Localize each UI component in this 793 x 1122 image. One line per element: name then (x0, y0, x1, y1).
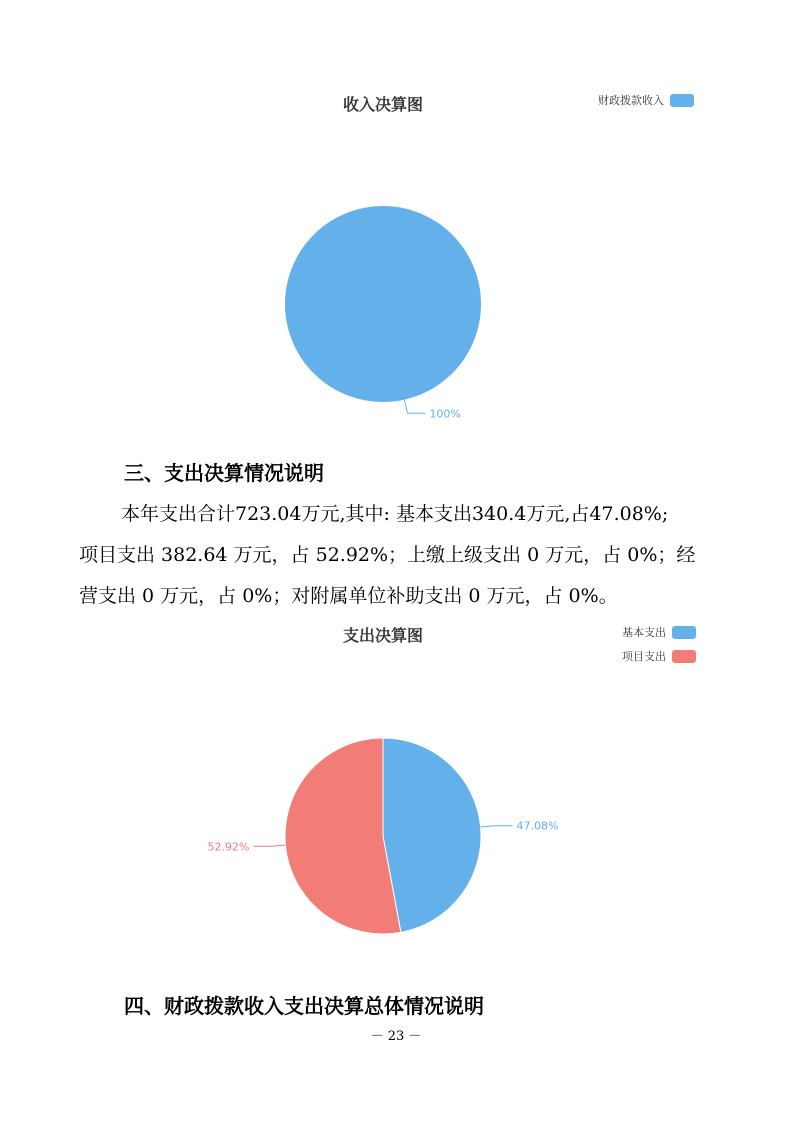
expense-leader-1 (253, 845, 285, 846)
income-legend (598, 92, 694, 108)
income-pie-chart (0, 180, 793, 440)
expense-chart-title: 支出决算图 (342, 626, 423, 645)
section3-line-2: 项目支出 382.64 万元，占 52.92%；上缴上级支出 0 万元，占 0%；经 (79, 544, 696, 566)
income-leader-0 (404, 400, 425, 414)
income-slice-0 (285, 206, 481, 402)
section4-heading: 四、财政拨款收入支出决算总体情况说明 (124, 994, 484, 1018)
expense-legend-swatch-project (672, 650, 696, 663)
expense-label-0: 47.08% (516, 819, 559, 833)
income-chart-title: 收入决算图 (342, 95, 423, 114)
income-legend-label: 财政拨款收入 (598, 94, 664, 107)
income-label-0: 100% (429, 407, 461, 421)
income-legend-swatch (670, 94, 694, 107)
expense-pie-chart (0, 720, 793, 950)
expense-legend-label-basic: 基本支出 (622, 626, 666, 639)
expense-legend-label-project: 项目支出 (622, 650, 666, 663)
expense-label-1: 52.92% (207, 840, 250, 854)
expense-legend-item-basic (622, 624, 696, 640)
section3-line-1: 本年支出合计723.04万元,其中: 基本支出340.4万元,占47.08%; (121, 503, 669, 525)
expense-leader-0 (481, 826, 513, 827)
expense-slice-1 (285, 738, 401, 934)
expense-legend-item-project (622, 648, 696, 664)
expense-legend-swatch-basic (672, 626, 696, 639)
section3-heading: 三、支出决算情况说明 (124, 461, 324, 485)
expense-slice-0 (383, 738, 481, 932)
section3-line-3: 营支出 0 万元，占 0%；对附属单位补助支出 0 万元，占 0%。 (79, 585, 618, 607)
page-number: － 23 － (370, 1029, 422, 1044)
